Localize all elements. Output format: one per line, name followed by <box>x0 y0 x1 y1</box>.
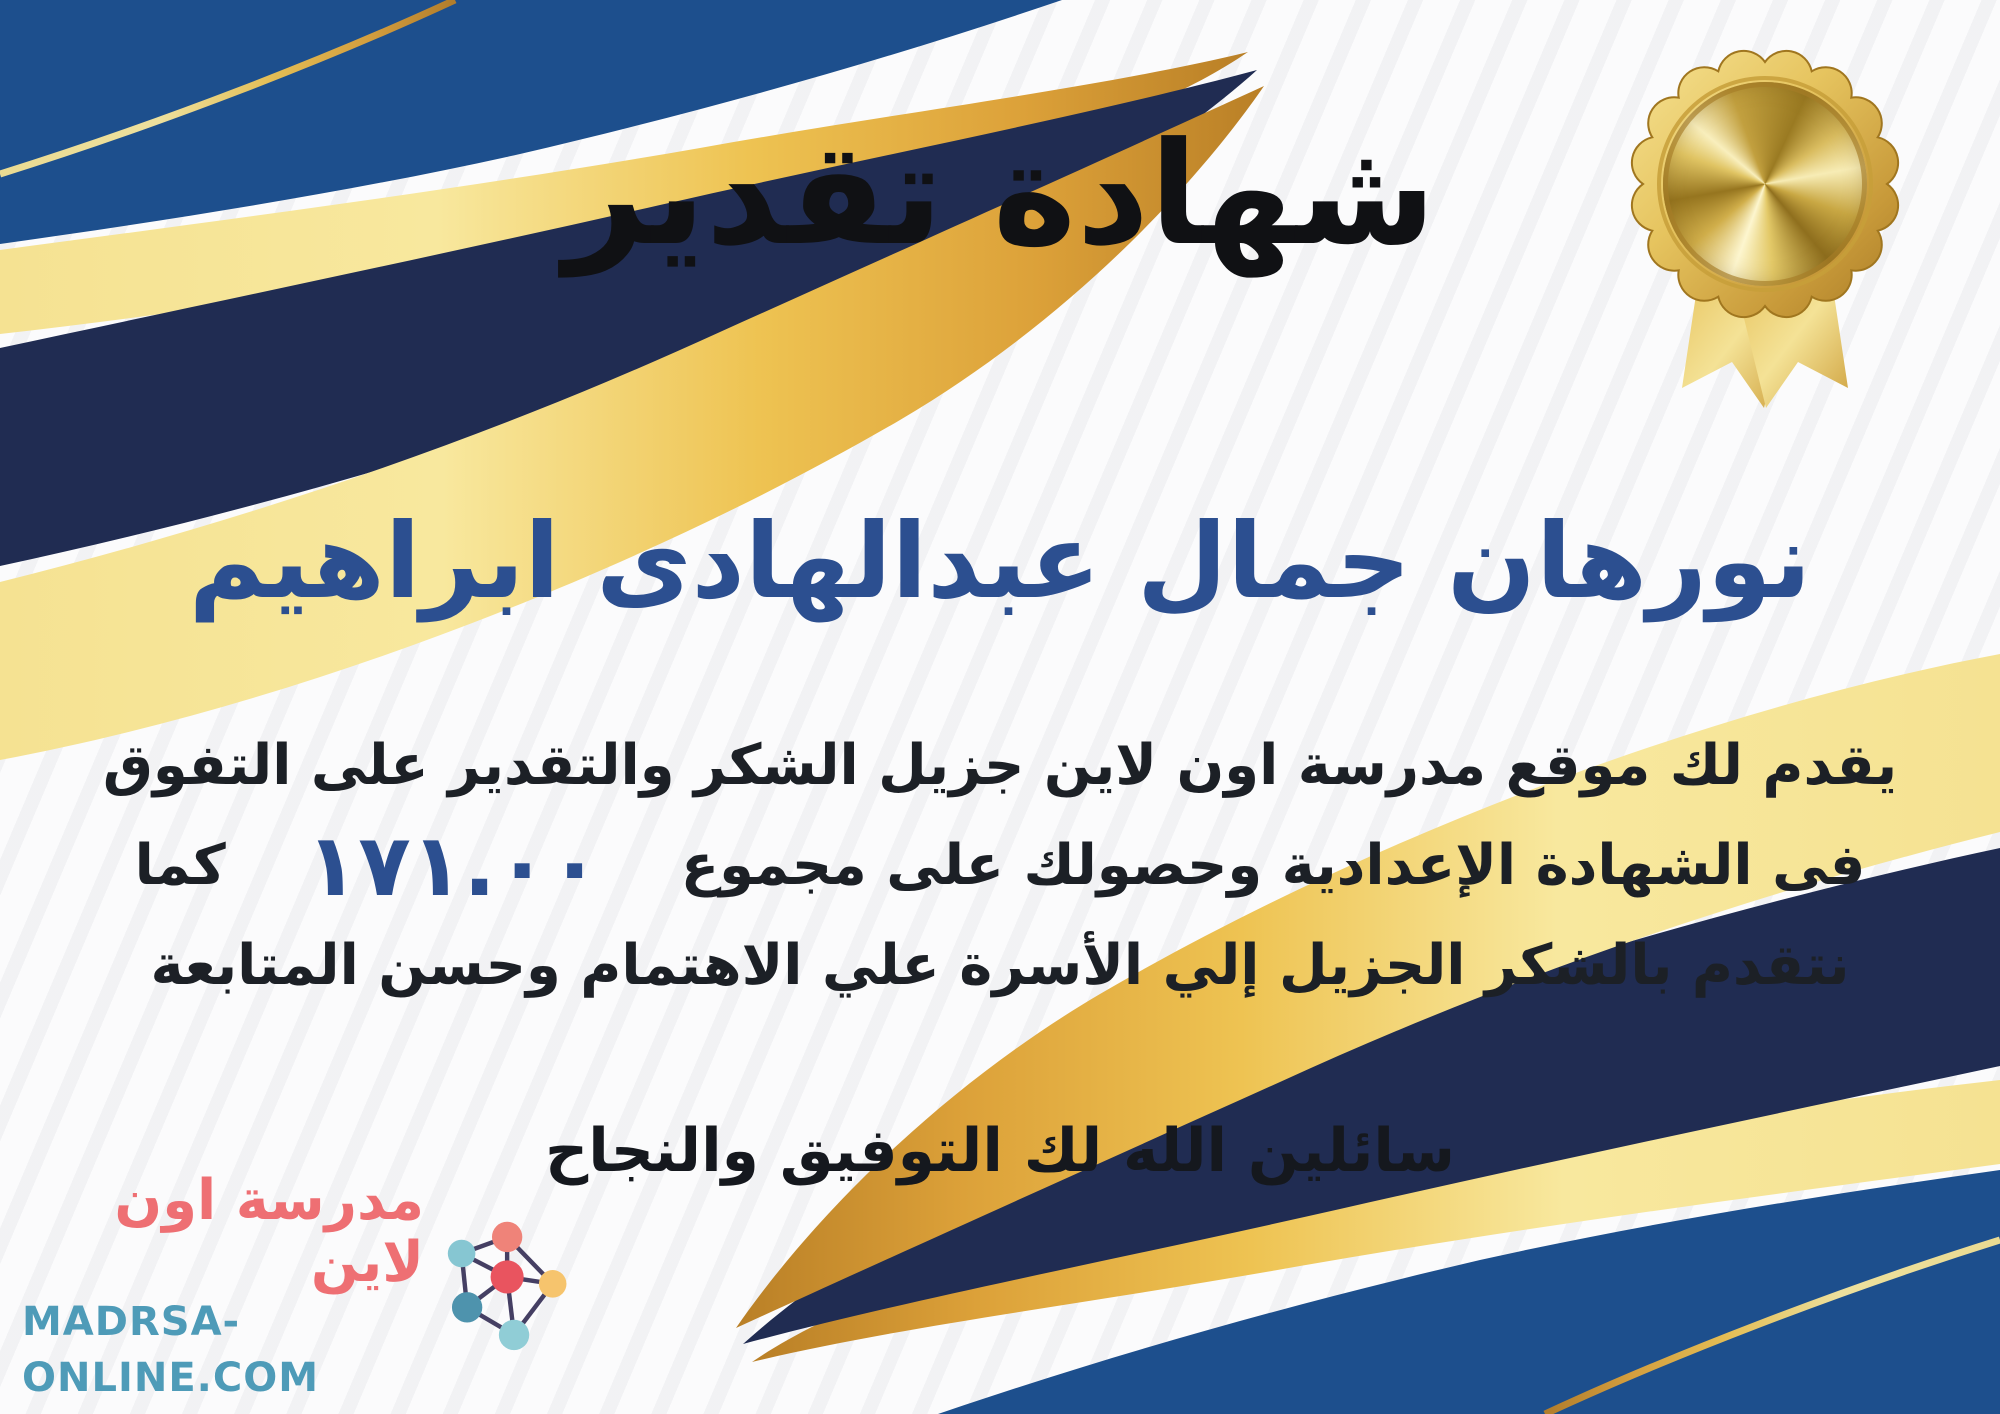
node-bottom-teal <box>499 1320 529 1350</box>
node-coral <box>492 1222 522 1252</box>
body-line-3: نتقدم بالشكر الجزيل إلي الأسرة علي الاهتمام وحسن المتابعة <box>150 933 1850 998</box>
certificate-body <box>40 716 1960 1016</box>
network-graph-icon <box>434 1218 572 1358</box>
site-logo <box>22 1170 572 1406</box>
body-line-2 <box>40 816 1960 916</box>
certificate-title: شهادة تقدير <box>563 112 1437 277</box>
site-logo-text <box>22 1170 424 1406</box>
node-yellow <box>539 1270 567 1298</box>
logo-website-url: MADRSA-ONLINE.COM <box>22 1299 320 1401</box>
score-value: ١٧١.٠٠ <box>305 816 601 916</box>
logo-arabic-name: مدرسة اون لاين <box>114 1168 424 1295</box>
closing-line: سائلين الله لك التوفيق والنجاح <box>545 1116 1455 1186</box>
node-red <box>491 1260 524 1293</box>
body-line-2-after-score: كما <box>134 833 226 898</box>
body-line-1: يقدم لك موقع مدرسة اون لاين جزيل الشكر والتقدير على التفوق <box>102 733 1898 798</box>
recipient-name: نورهان جمال عبدالهادى ابراهيم <box>188 500 1812 622</box>
body-line-2-before-score: فى الشهادة الإعدادية وحصولك على مجموع <box>680 833 1866 898</box>
node-light-teal <box>448 1240 476 1268</box>
node-dark-teal <box>452 1292 482 1322</box>
